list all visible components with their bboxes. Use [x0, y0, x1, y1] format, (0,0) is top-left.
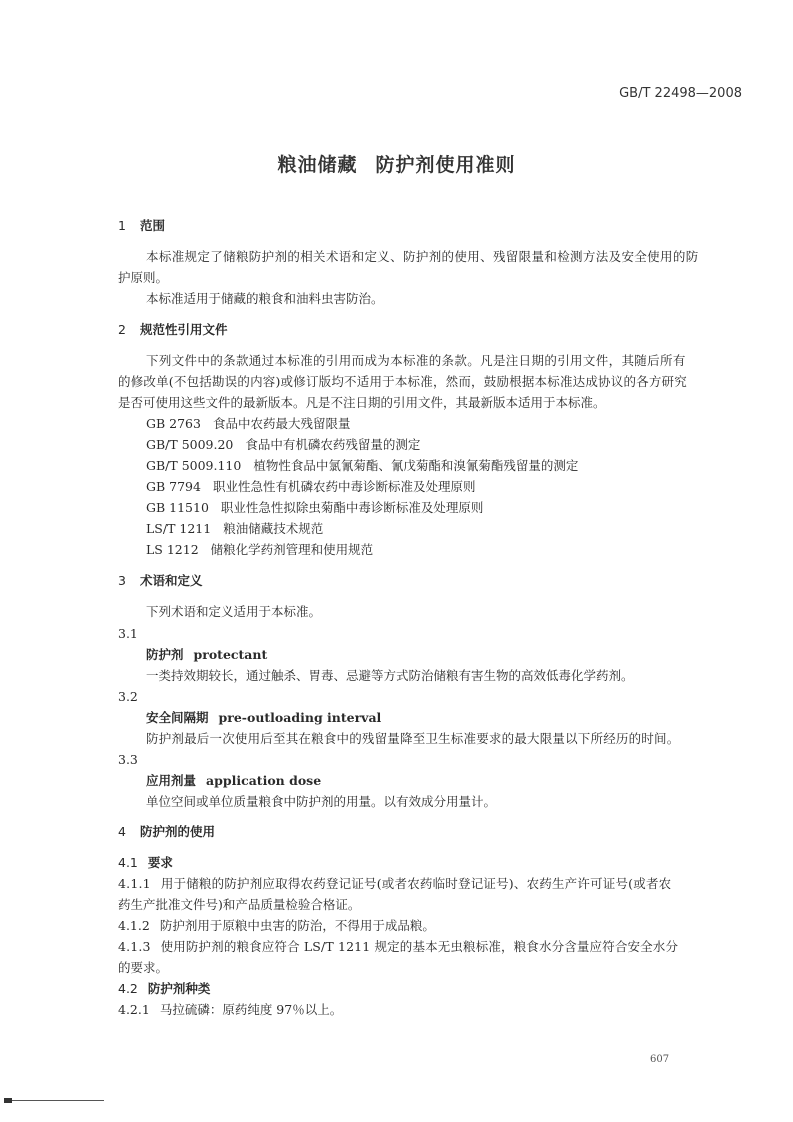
term-definition: 防护剂最后一次使用后至其在粮食中的残留量降至卫生标准要求的最大限量以下所经历的时间。 — [146, 731, 680, 746]
ref-item: GB/T 5009.20 食品中有机磷农药残留量的测定 — [146, 437, 421, 452]
section-1-heading: 1 范围 — [118, 218, 166, 233]
s2-para-line2: 的修改单(不包括勘误的内容)或修订版均不适用于本标准，然而，鼓励根据本标准达成协议的各方研究 — [118, 374, 687, 389]
section-3-heading: 3 术语和定义 — [118, 573, 203, 588]
term-heading: 安全间隔期 pre-outloading interval — [146, 710, 382, 725]
term-number: 3.2 — [118, 689, 138, 704]
ref-item: GB/T 5009.110 植物性食品中氯氰菊酯、氰戊菊酯和溴氰菊酯残留量的测定 — [146, 458, 579, 473]
term-number: 3.3 — [118, 752, 138, 767]
term-heading: 防护剂 protectant — [146, 647, 268, 662]
subsection-4-2-heading: 4.2 防护剂种类 — [118, 981, 211, 996]
ref-item: GB 7794 职业性急性有机磷农药中毒诊断标准及处理原则 — [146, 479, 476, 494]
standard-code: GB/T 22498—2008 — [619, 86, 742, 101]
ref-item: LS/T 1211 粮油储藏技术规范 — [146, 521, 324, 536]
title-part-2: 防护剂使用准则 — [375, 154, 516, 176]
s3-intro: 下列术语和定义适用于本标准。 — [146, 604, 322, 619]
clause-4-1-3-line1: 4.1.3 使用防护剂的粮食应符合 LS/T 1211 规定的基本无虫粮标准，粮食水分含量应符合安全水分 — [118, 939, 679, 954]
s1-para2: 本标准适用于储藏的粮食和油料虫害防治。 — [146, 291, 384, 306]
ref-item: LS 1212 储粮化学药剂管理和使用规范 — [146, 542, 374, 557]
s2-para-line3: 是否可使用这些文件的最新版本。凡是不注日期的引用文件，其最新版本适用于本标准。 — [118, 395, 606, 410]
clause-4-2-1: 4.2.1 马拉硫磷：原药纯度 97％以上。 — [118, 1002, 343, 1017]
clause-4-1-3-line2: 的要求。 — [118, 960, 169, 975]
s2-para-line1: 下列文件中的条款通过本标准的引用而成为本标准的条款。凡是注日期的引用文件，其随后所有 — [146, 353, 686, 368]
term-heading: 应用剂量 application dose — [146, 773, 322, 788]
section-4-heading: 4 防护剂的使用 — [118, 824, 216, 839]
scan-mark — [4, 1098, 12, 1103]
clause-4-1-1-line1: 4.1.1 用于储粮的防护剂应取得农药登记证号(或者农药临时登记证号)、农药生产许可证号(或者农 — [118, 876, 672, 891]
subsection-4-1-heading: 4.1 要求 — [118, 855, 173, 870]
bottom-rule — [4, 1100, 104, 1101]
term-definition: 单位空间或单位质量粮食中防护剂的用量。以有效成分用量计。 — [146, 794, 497, 809]
page-number: 607 — [650, 1054, 670, 1065]
ref-item: GB 11510 职业性急性拟除虫菊酯中毒诊断标准及处理原则 — [146, 500, 484, 515]
s1-para1-line1: 本标准规定了储粮防护剂的相关术语和定义、防护剂的使用、残留限量和检测方法及安全使用的防 — [146, 249, 699, 264]
clause-4-1-2: 4.1.2 防护剂用于原粮中虫害的防治，不得用于成品粮。 — [118, 918, 435, 933]
ref-item: GB 2763 食品中农药最大残留限量 — [146, 416, 351, 431]
title-part-1: 粮油储藏 — [277, 154, 358, 176]
term-number: 3.1 — [118, 626, 138, 641]
section-2-heading: 2 规范性引用文件 — [118, 322, 228, 337]
document-title — [0, 150, 793, 177]
s1-para1-line2: 护原则。 — [118, 270, 169, 285]
term-definition: 一类持效期较长，通过触杀、胃毒、忌避等方式防治储粮有害生物的高效低毒化学药剂。 — [146, 668, 634, 683]
clause-4-1-1-line2: 药生产批准文件号)和产品质量检验合格证。 — [118, 897, 361, 912]
